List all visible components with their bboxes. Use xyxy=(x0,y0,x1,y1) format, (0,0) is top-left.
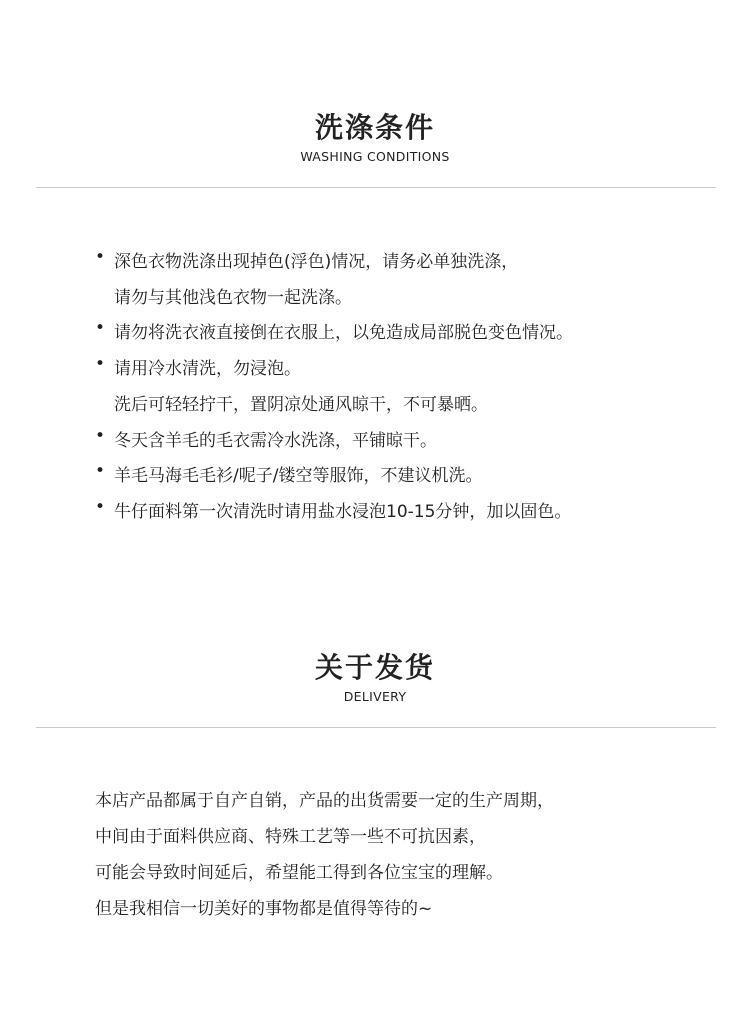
delivery-line-2: 中间由于面料供应商、特殊工艺等一些不可抗因素， xyxy=(95,827,486,847)
washing-line-5: 洗后可轻轻拧干，置阴凉处通风晾干，不可暴晒。 xyxy=(114,395,488,415)
bullet-dot: • xyxy=(95,426,106,446)
washing-line-2: 请勿与其他浅色衣物一起洗涤。 xyxy=(114,288,352,308)
washing-line-7: 羊毛马海毛毛衫/呢子/镂空等服饰，不建议机洗。 xyxy=(114,466,483,486)
washing-line-8: 牛仔面料第一次清洗时请用盐水浸泡10-15分钟，加以固色。 xyxy=(114,502,572,522)
delivery-line-1: 本店产品都属于自产自销，产品的出货需要一定的生产周期， xyxy=(95,791,554,811)
washing-subtitle: WASHING CONDITIONS xyxy=(300,149,450,164)
bullet-dot: • xyxy=(95,318,106,338)
bullet-dot: • xyxy=(95,461,106,481)
washing-line-1: 深色衣物洗涤出现掉色(浮色)情况，请务必单独洗涤， xyxy=(114,252,519,272)
bullet-dot: • xyxy=(95,354,106,374)
washing-title: 洗涤条件 xyxy=(314,111,435,144)
washing-line-3: 请勿将洗衣液直接倒在衣服上，以免造成局部脱色变色情况。 xyxy=(114,323,573,343)
bullet-dot: • xyxy=(95,497,106,517)
delivery-divider xyxy=(36,727,716,728)
washing-divider xyxy=(36,187,716,188)
delivery-line-4: 但是我相信一切美好的事物都是值得等待的~ xyxy=(95,899,433,919)
delivery-subtitle: DELIVERY xyxy=(343,689,407,704)
delivery-title: 关于发货 xyxy=(314,651,435,684)
bullet-dot: • xyxy=(95,247,106,267)
delivery-line-3: 可能会导致时间延后，希望能工得到各位宝宝的理解。 xyxy=(95,863,503,883)
washing-line-6: 冬天含羊毛的毛衣需冷水洗涤，平铺晾干。 xyxy=(114,431,437,451)
washing-line-4: 请用冷水清洗，勿浸泡。 xyxy=(114,359,301,379)
